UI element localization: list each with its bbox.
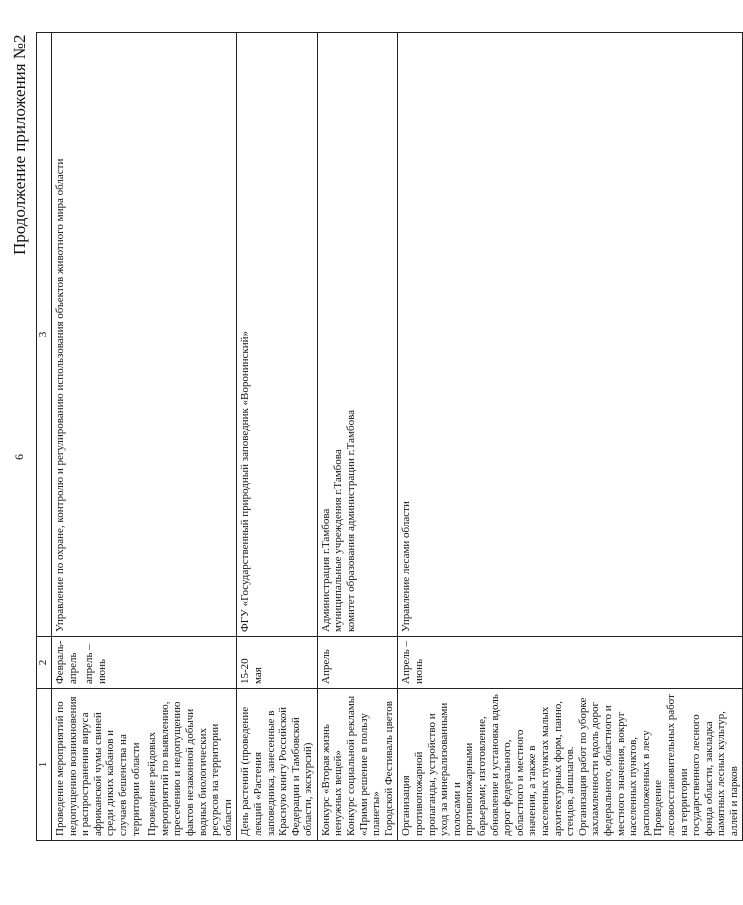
date-text: Апрель – июнь — [400, 641, 426, 684]
column-number-row — [37, 33, 52, 841]
table-row — [398, 33, 743, 841]
event-text: Проведение мероприятий по недопущению возникновения и распространения вируса африканской чумы свиней среди диких кабанов и случаев бешенства на территории области — [54, 696, 142, 836]
responsible-cell — [317, 33, 398, 637]
responsible-text: Управление по охране, контролю и регулированию использования объектов животного мира области — [54, 158, 66, 632]
responsible-cell — [237, 33, 318, 637]
date-text: Апрель — [319, 649, 332, 684]
event-text: Организация противопожарной пропаганды, устройство и уход за минерализованными полосами и противопожарными барьерами; изготовление, обновление и установка вдоль дорог федерального, областного и местного значения, а также в населенных пунктах малых архитектурных форм, панно, стендов, аншлагов. — [400, 694, 577, 836]
dates-cell — [317, 637, 398, 689]
event-text: Проведение рейдовых мероприятий по выявлению, пресечению и недопущению фактов незаконной добычи водных биологических ресурсов на территории области — [146, 701, 234, 836]
page-title: Продолжение приложения №2 — [10, 34, 29, 255]
responsible-text: ФГУ «Государственный природный заповедник «Воронинский» — [239, 330, 252, 632]
column-number: 3 — [37, 33, 52, 637]
event-text: Организация работ по уборке захламленности вдоль дорог федерального, областного и местного значения, вокруг населенных пунктов, расположенных в лесу — [576, 697, 652, 836]
table-row — [317, 33, 398, 841]
responsible-text: муниципальные учреждения г.Тамбова — [332, 449, 345, 632]
events-cell — [52, 689, 237, 841]
event-text: День растений (проведение лекций «Растения заповедника, занесенные в Красную книгу Российской Федерации и Тамбовской области, экскурсий) — [239, 706, 315, 836]
date-text: апрель – июнь — [83, 644, 108, 684]
responsible-text: Администрация г.Тамбова — [319, 508, 332, 632]
table-row — [237, 33, 318, 841]
event-text: Конкурс социальной рекламы «Прими решение в пользу планеты» — [345, 695, 383, 836]
dates-cell — [237, 637, 318, 689]
events-cell — [317, 689, 398, 841]
event-text: Городской Фестиваль цветов — [382, 701, 395, 836]
table-row — [52, 33, 237, 841]
responsible-text: Управление лесами области — [400, 501, 413, 632]
events-cell — [398, 689, 743, 841]
page-number: 6 — [12, 454, 26, 460]
events-cell — [237, 689, 318, 841]
date-text: 15-20 мая — [239, 658, 264, 684]
dates-cell — [52, 637, 237, 689]
column-number: 1 — [37, 689, 52, 841]
event-text: Проведение лесовосстановительных работ на территории государственного лесного фонда области, закладка памятных лесных культур, аллей и парков — [652, 694, 740, 836]
dates-cell — [398, 637, 743, 689]
responsible-cell — [398, 33, 743, 637]
column-number: 2 — [37, 637, 52, 689]
event-text: Конкурс «Вторая жизнь ненужных вещей» — [319, 724, 345, 836]
responsible-text: комитет образования администрации г.Тамбова — [345, 410, 358, 632]
responsible-cell — [52, 33, 237, 637]
events-table — [36, 32, 743, 841]
date-text: Февраль-апрель — [54, 640, 79, 684]
